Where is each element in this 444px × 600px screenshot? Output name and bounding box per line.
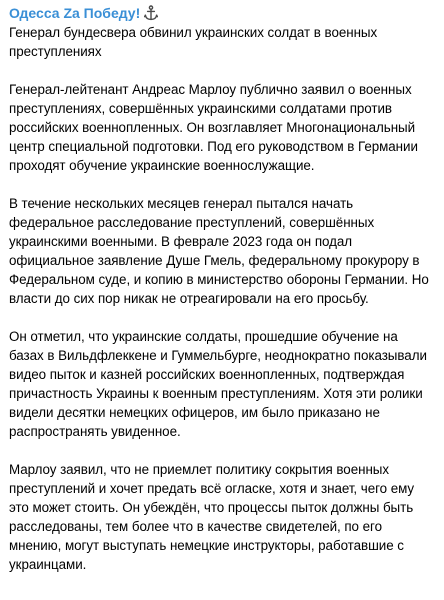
anchor-icon bbox=[144, 5, 158, 21]
channel-name[interactable]: Одесса Zа Победу! bbox=[9, 5, 141, 21]
message-headline: Генерал бундесвера обвинил украинских солдат в военных преступлениях bbox=[9, 25, 378, 59]
channel-name-link[interactable] bbox=[9, 3, 432, 23]
message-paragraph: В течение нескольких месяцев генерал пытался начать федеральное расследование преступлений, совершённых украинскими военными. В феврале 2023 года он подал официальное заявление Душе Гмель, федеральному прокурору в Федеральном суде, и копию в министерство обороны Германии. Но власти до сих пор никак не отреагировали на его просьбу. bbox=[9, 196, 429, 306]
message-paragraph: Марлоу заявил, что не приемлет политику сокрытия военных преступлений и хочет предать всё огласке, хотя и знает, чего ему это может стоить. Он убеждён, что процессы пыток должны быть расследованы, тем более что в качестве свидетелей, по его мнению, могут выступать немецкие инструкторы, работавшие с украинцами. bbox=[9, 462, 415, 572]
message-text bbox=[9, 23, 432, 574]
message-paragraph: Он отметил, что украинские солдаты, прошедшие обучение на базах в Вильдфлеккене и Гуммельбурге, неоднократно показывали видео пыток и казней российских военнопленных, подтверждая причастность Украины к военным преступлениям. Хотя эти ролики видели десятки немецких офицеров, им было приказано не распространять увиденное. bbox=[9, 329, 427, 439]
message-paragraph: Генерал-лейтенант Андреас Марлоу публично заявил о военных преступлениях, совершённых украинскими солдатами против российских военнопленных. Он возглавляет Многонациональный центр специальной подготовки. Под его руководством в Германии проходят обучение украинские военнослужащие. bbox=[9, 82, 418, 173]
